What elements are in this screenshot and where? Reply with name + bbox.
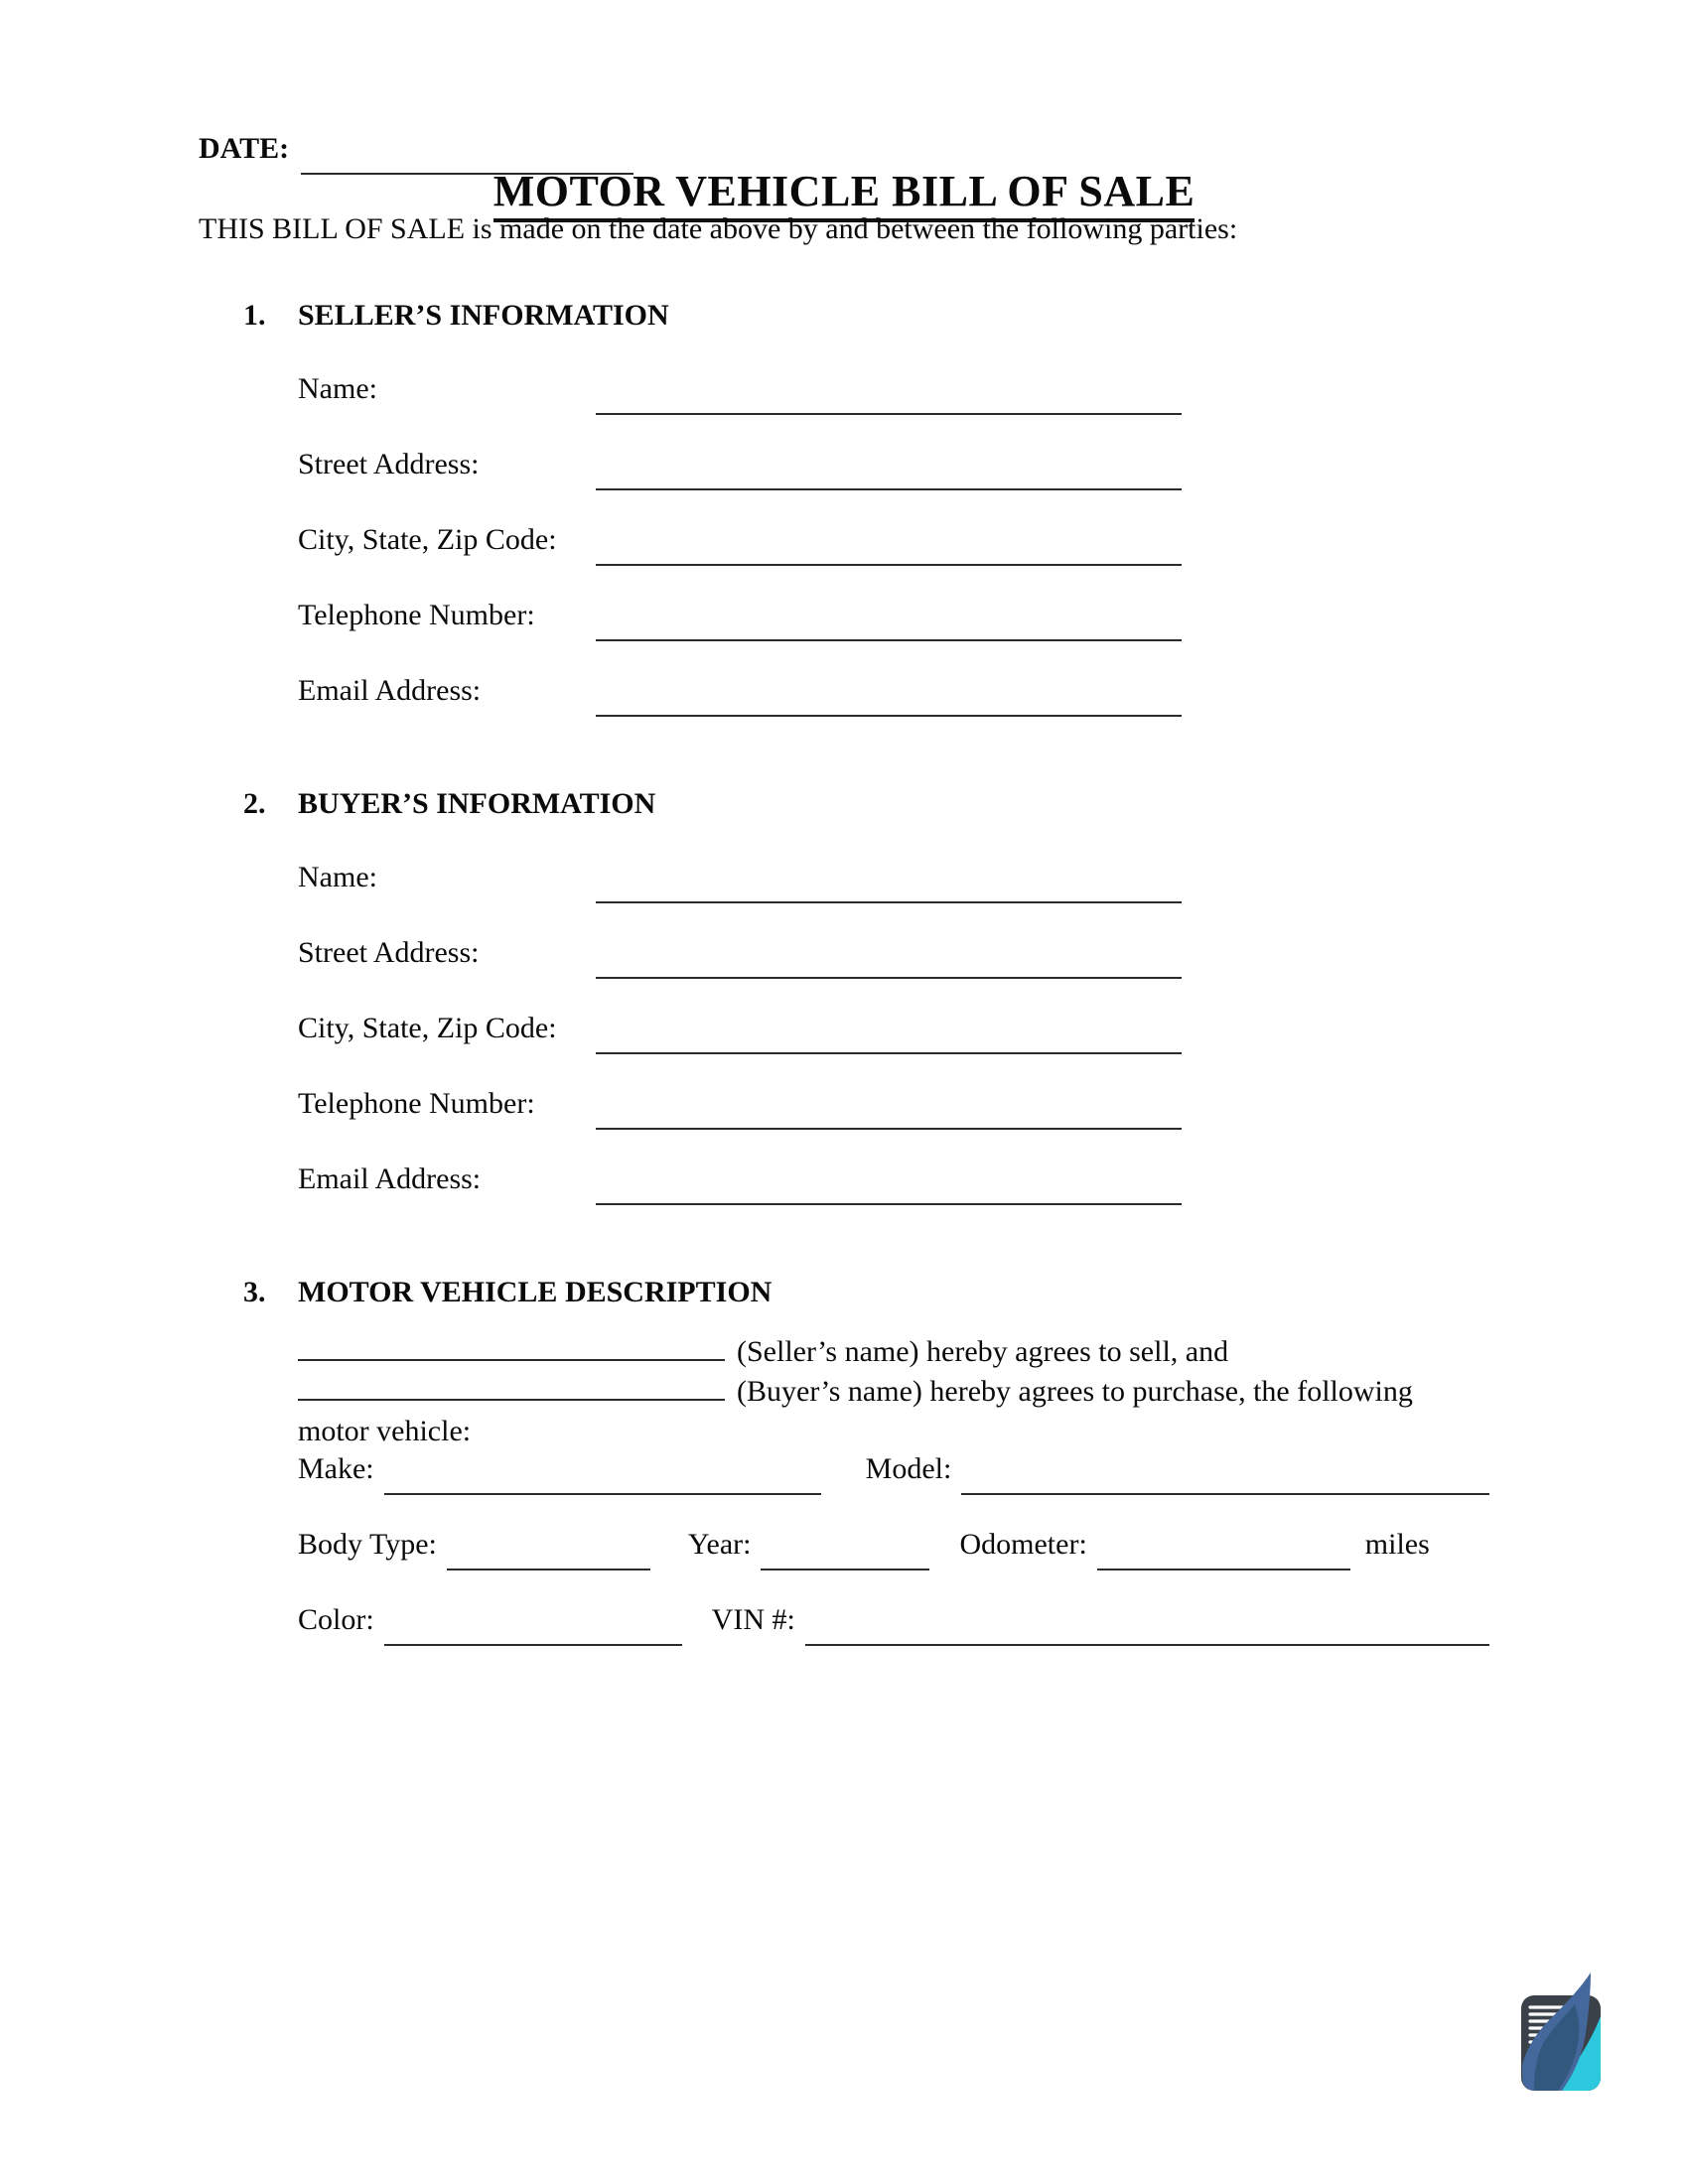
seller-clause-text: (Seller’s name) hereby agrees to sell, and: [737, 1335, 1229, 1368]
model-input-line[interactable]: [961, 1457, 1489, 1495]
odometer-input-line[interactable]: [1097, 1533, 1350, 1570]
buyer-clause-text: (Buyer’s name) hereby agrees to purchase, the following: [737, 1375, 1413, 1408]
buyer-agreement-line: [298, 1372, 1489, 1412]
body-type-label: Body Type:: [298, 1528, 437, 1561]
seller-street-input-line[interactable]: [596, 453, 1182, 490]
buyer-street-label: Street Address:: [298, 936, 480, 969]
make-input-line[interactable]: [384, 1457, 821, 1495]
buyer-street-row: [298, 935, 1182, 971]
seller-telephone-label: Telephone Number:: [298, 599, 535, 631]
buyer-city-state-zip-row: [298, 1011, 1182, 1046]
seller-name-input-line[interactable]: [596, 377, 1182, 415]
odometer-unit-label: miles: [1364, 1528, 1430, 1561]
seller-telephone-row: [298, 598, 1182, 633]
vehicle-section-number: 3.: [243, 1276, 266, 1308]
color-label: Color:: [298, 1603, 374, 1636]
agreement-buyer-name-blank[interactable]: [298, 1375, 725, 1401]
section-motor-vehicle-description: [199, 1275, 1489, 1638]
body-year-odometer-row: [298, 1527, 1489, 1563]
seller-telephone-input-line[interactable]: [596, 604, 1182, 641]
year-label: Year:: [687, 1528, 752, 1561]
seller-agreement-line: [298, 1332, 1489, 1372]
date-input-line[interactable]: [301, 137, 633, 175]
buyer-telephone-row: [298, 1086, 1182, 1122]
section-buyers-information: [199, 786, 1489, 1197]
buyer-email-label: Email Address:: [298, 1162, 482, 1195]
color-vin-row: [298, 1602, 1489, 1638]
buyer-section-heading: [199, 786, 1489, 822]
document-leaf-logo: [1516, 1971, 1602, 2092]
color-input-line[interactable]: [384, 1608, 682, 1646]
seller-city-state-zip-label: City, State, Zip Code:: [298, 523, 557, 556]
buyer-city-state-zip-input-line[interactable]: [596, 1017, 1182, 1054]
vehicle-section-title: MOTOR VEHICLE DESCRIPTION: [298, 1276, 773, 1308]
agreement-paragraph: [298, 1332, 1489, 1451]
year-input-line[interactable]: [761, 1533, 929, 1570]
seller-email-row: [298, 673, 1182, 709]
vehicle-section-heading: [199, 1275, 1489, 1310]
section-sellers-information: [199, 298, 1489, 709]
seller-street-row: [298, 447, 1182, 482]
vin-label: VIN #:: [711, 1603, 795, 1636]
seller-name-label: Name:: [298, 372, 377, 405]
buyer-telephone-input-line[interactable]: [596, 1092, 1182, 1130]
odometer-label: Odometer:: [959, 1528, 1087, 1561]
buyer-street-input-line[interactable]: [596, 941, 1182, 979]
seller-section-title: SELLER’S INFORMATION: [298, 299, 669, 332]
seller-city-state-zip-input-line[interactable]: [596, 528, 1182, 566]
buyer-email-input-line[interactable]: [596, 1167, 1182, 1205]
buyer-email-row: [298, 1161, 1182, 1197]
make-label: Make:: [298, 1452, 374, 1485]
seller-city-state-zip-row: [298, 522, 1182, 558]
buyer-name-row: [298, 860, 1182, 895]
buyer-city-state-zip-label: City, State, Zip Code:: [298, 1012, 557, 1044]
agreement-seller-name-blank[interactable]: [298, 1335, 725, 1361]
vin-input-line[interactable]: [805, 1608, 1489, 1646]
body-type-input-line[interactable]: [447, 1533, 650, 1570]
buyer-name-label: Name:: [298, 861, 377, 893]
seller-section-heading: [199, 298, 1489, 334]
seller-email-input-line[interactable]: [596, 679, 1182, 717]
date-label: DATE:: [199, 132, 290, 165]
buyer-telephone-label: Telephone Number:: [298, 1087, 535, 1120]
seller-email-label: Email Address:: [298, 674, 482, 707]
seller-fields: [298, 371, 1182, 709]
buyer-name-input-line[interactable]: [596, 866, 1182, 903]
seller-street-label: Street Address:: [298, 448, 480, 480]
document-content: [199, 0, 1489, 1678]
document-title-text: MOTOR VEHICLE BILL OF SALE: [493, 167, 1196, 222]
agreement-tail-text: motor vehicle:: [298, 1415, 472, 1447]
model-label: Model:: [865, 1452, 952, 1485]
seller-name-row: [298, 371, 1182, 407]
intro-text: THIS BILL OF SALE is made on the date above by and between the following parties:: [199, 212, 1238, 245]
buyer-section-number: 2.: [243, 787, 266, 820]
seller-section-number: 1.: [243, 299, 266, 332]
buyer-section-title: BUYER’S INFORMATION: [298, 787, 656, 820]
buyer-fields: [298, 860, 1182, 1197]
date-row: [199, 127, 1489, 167]
make-model-row: [298, 1451, 1489, 1487]
